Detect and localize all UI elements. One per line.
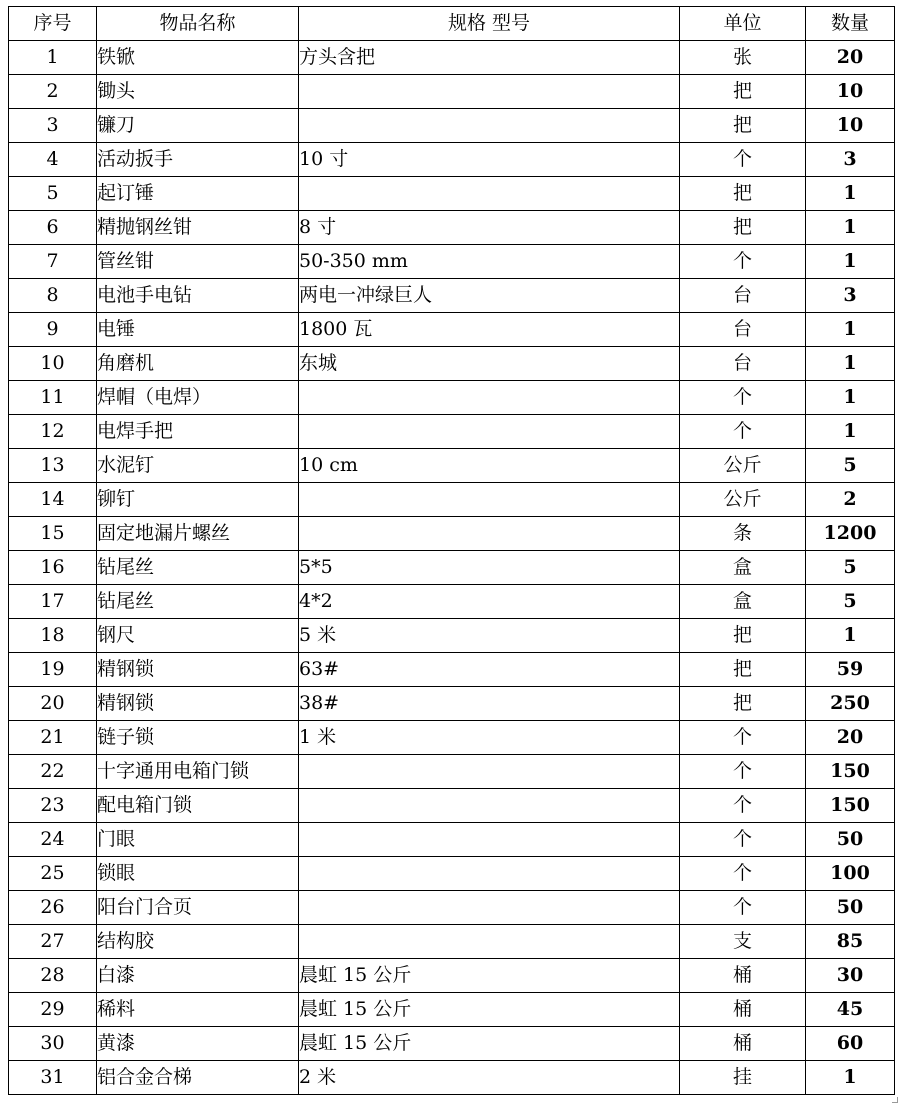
cell-index: 6 [9, 211, 97, 245]
cell-spec [299, 483, 680, 517]
cell-item-name: 电锤 [97, 313, 299, 347]
table-row [9, 483, 895, 517]
cell-index: 26 [9, 891, 97, 925]
cell-unit: 个 [680, 381, 806, 415]
cell-index: 31 [9, 1061, 97, 1095]
cell-index: 4 [9, 143, 97, 177]
cell-spec [299, 109, 680, 143]
cell-unit: 把 [680, 211, 806, 245]
cell-unit: 把 [680, 619, 806, 653]
cell-unit: 个 [680, 721, 806, 755]
cell-item-name: 配电箱门锁 [97, 789, 299, 823]
cell-item-name: 铁锨 [97, 41, 299, 75]
cell-item-name: 阳台门合页 [97, 891, 299, 925]
cell-quantity: 45 [806, 993, 895, 1027]
table-row [9, 619, 895, 653]
cell-unit: 个 [680, 245, 806, 279]
cell-unit: 个 [680, 143, 806, 177]
cell-index: 18 [9, 619, 97, 653]
cell-spec: 1800 瓦 [299, 313, 680, 347]
cell-index: 27 [9, 925, 97, 959]
cell-item-name: 精抛钢丝钳 [97, 211, 299, 245]
header-unit: 单位 [680, 7, 806, 41]
cell-index: 16 [9, 551, 97, 585]
cell-quantity: 150 [806, 789, 895, 823]
cell-spec: 东城 [299, 347, 680, 381]
table-row [9, 687, 895, 721]
cell-spec: 方头含把 [299, 41, 680, 75]
cell-unit: 张 [680, 41, 806, 75]
cell-unit: 把 [680, 75, 806, 109]
cell-quantity: 5 [806, 551, 895, 585]
cell-spec [299, 415, 680, 449]
cell-spec: 8 寸 [299, 211, 680, 245]
table-row [9, 857, 895, 891]
cell-spec [299, 857, 680, 891]
table-row [9, 211, 895, 245]
cell-unit: 公斤 [680, 483, 806, 517]
table-row [9, 415, 895, 449]
cell-spec [299, 381, 680, 415]
cell-item-name: 水泥钉 [97, 449, 299, 483]
cell-quantity: 1200 [806, 517, 895, 551]
cell-spec: 晨虹 15 公斤 [299, 993, 680, 1027]
cell-quantity: 5 [806, 585, 895, 619]
cell-quantity: 3 [806, 279, 895, 313]
cell-unit: 条 [680, 517, 806, 551]
table-row [9, 925, 895, 959]
cell-quantity: 10 [806, 109, 895, 143]
cell-unit: 把 [680, 687, 806, 721]
cell-index: 9 [9, 313, 97, 347]
cell-index: 8 [9, 279, 97, 313]
cell-spec [299, 789, 680, 823]
cell-spec: 5*5 [299, 551, 680, 585]
table-row [9, 313, 895, 347]
cell-item-name: 起订锤 [97, 177, 299, 211]
table-row [9, 585, 895, 619]
cell-index: 10 [9, 347, 97, 381]
cell-quantity: 10 [806, 75, 895, 109]
cell-quantity: 150 [806, 755, 895, 789]
cell-index: 11 [9, 381, 97, 415]
header-index: 序号 [9, 7, 97, 41]
cell-item-name: 白漆 [97, 959, 299, 993]
cell-index: 22 [9, 755, 97, 789]
table-row [9, 959, 895, 993]
cell-index: 25 [9, 857, 97, 891]
cell-quantity: 85 [806, 925, 895, 959]
cell-unit: 个 [680, 789, 806, 823]
cell-spec: 63# [299, 653, 680, 687]
cell-quantity: 50 [806, 891, 895, 925]
table-row [9, 891, 895, 925]
cell-index: 24 [9, 823, 97, 857]
cell-item-name: 铝合金合梯 [97, 1061, 299, 1095]
cell-item-name: 电池手电钻 [97, 279, 299, 313]
cell-item-name: 精钢锁 [97, 687, 299, 721]
cell-quantity: 59 [806, 653, 895, 687]
cell-item-name: 焊帽（电焊） [97, 381, 299, 415]
cell-index: 30 [9, 1027, 97, 1061]
cell-quantity: 2 [806, 483, 895, 517]
header-row [9, 7, 895, 41]
cell-item-name: 钻尾丝 [97, 551, 299, 585]
cell-index: 28 [9, 959, 97, 993]
cell-unit: 台 [680, 313, 806, 347]
cell-item-name: 精钢锁 [97, 653, 299, 687]
table-row [9, 551, 895, 585]
cell-quantity: 100 [806, 857, 895, 891]
cell-index: 3 [9, 109, 97, 143]
cell-unit: 个 [680, 823, 806, 857]
cell-quantity: 20 [806, 41, 895, 75]
cell-index: 15 [9, 517, 97, 551]
cell-unit: 个 [680, 891, 806, 925]
cell-unit: 台 [680, 347, 806, 381]
inventory-table [8, 6, 895, 1095]
cell-quantity: 250 [806, 687, 895, 721]
cell-index: 2 [9, 75, 97, 109]
cell-quantity: 1 [806, 313, 895, 347]
cell-quantity: 60 [806, 1027, 895, 1061]
cell-unit: 桶 [680, 993, 806, 1027]
cell-item-name: 锁眼 [97, 857, 299, 891]
header-spec: 规格 型号 [299, 7, 680, 41]
cell-item-name: 电焊手把 [97, 415, 299, 449]
cell-quantity: 30 [806, 959, 895, 993]
cell-quantity: 20 [806, 721, 895, 755]
cell-quantity: 1 [806, 619, 895, 653]
cell-unit: 把 [680, 177, 806, 211]
cell-index: 14 [9, 483, 97, 517]
cell-quantity: 1 [806, 347, 895, 381]
table-row [9, 721, 895, 755]
header-qty: 数量 [806, 7, 895, 41]
cell-unit: 盒 [680, 551, 806, 585]
cell-spec [299, 891, 680, 925]
cell-item-name: 角磨机 [97, 347, 299, 381]
cell-index: 20 [9, 687, 97, 721]
table-row [9, 109, 895, 143]
cell-item-name: 十字通用电箱门锁 [97, 755, 299, 789]
cell-index: 21 [9, 721, 97, 755]
cell-quantity: 1 [806, 177, 895, 211]
table-row [9, 245, 895, 279]
cell-unit: 公斤 [680, 449, 806, 483]
cell-quantity: 1 [806, 1061, 895, 1095]
cell-unit: 挂 [680, 1061, 806, 1095]
cell-spec: 4*2 [299, 585, 680, 619]
cell-item-name: 门眼 [97, 823, 299, 857]
cell-quantity: 5 [806, 449, 895, 483]
cell-spec: 两电一冲绿巨人 [299, 279, 680, 313]
cell-unit: 把 [680, 109, 806, 143]
table-row [9, 143, 895, 177]
table-row [9, 381, 895, 415]
cell-unit: 个 [680, 857, 806, 891]
table-row [9, 789, 895, 823]
cell-item-name: 稀料 [97, 993, 299, 1027]
cell-unit: 把 [680, 653, 806, 687]
cell-quantity: 1 [806, 415, 895, 449]
cell-spec [299, 177, 680, 211]
cell-item-name: 结构胶 [97, 925, 299, 959]
cell-item-name: 链子锁 [97, 721, 299, 755]
cell-index: 29 [9, 993, 97, 1027]
table-row [9, 41, 895, 75]
cell-index: 19 [9, 653, 97, 687]
cell-item-name: 镰刀 [97, 109, 299, 143]
cell-unit: 支 [680, 925, 806, 959]
cell-quantity: 1 [806, 211, 895, 245]
cell-item-name: 铆钉 [97, 483, 299, 517]
cell-spec: 晨虹 15 公斤 [299, 959, 680, 993]
cell-item-name: 管丝钳 [97, 245, 299, 279]
cell-item-name: 钢尺 [97, 619, 299, 653]
cell-index: 23 [9, 789, 97, 823]
cell-quantity: 50 [806, 823, 895, 857]
cell-spec [299, 823, 680, 857]
table-header [9, 7, 895, 41]
table-row [9, 755, 895, 789]
cell-spec [299, 75, 680, 109]
cell-item-name: 钻尾丝 [97, 585, 299, 619]
cell-spec [299, 755, 680, 789]
cell-spec [299, 925, 680, 959]
cell-index: 1 [9, 41, 97, 75]
cell-spec: 10 寸 [299, 143, 680, 177]
cell-spec: 2 米 [299, 1061, 680, 1095]
cell-index: 7 [9, 245, 97, 279]
cell-unit: 盒 [680, 585, 806, 619]
cell-index: 13 [9, 449, 97, 483]
cell-unit: 个 [680, 415, 806, 449]
cell-quantity: 1 [806, 245, 895, 279]
cell-unit: 台 [680, 279, 806, 313]
table-row [9, 517, 895, 551]
cell-index: 12 [9, 415, 97, 449]
cell-index: 5 [9, 177, 97, 211]
table-row [9, 75, 895, 109]
cell-spec: 5 米 [299, 619, 680, 653]
corner-mark [892, 1097, 898, 1103]
table-row [9, 347, 895, 381]
table-row [9, 653, 895, 687]
cell-spec: 晨虹 15 公斤 [299, 1027, 680, 1061]
header-name: 物品名称 [97, 7, 299, 41]
cell-unit: 个 [680, 755, 806, 789]
cell-quantity: 3 [806, 143, 895, 177]
cell-unit: 桶 [680, 1027, 806, 1061]
table-row [9, 279, 895, 313]
cell-spec [299, 517, 680, 551]
cell-spec: 38# [299, 687, 680, 721]
table-row [9, 993, 895, 1027]
table-body [9, 41, 895, 1095]
table-row [9, 1061, 895, 1095]
cell-spec: 50-350 mm [299, 245, 680, 279]
cell-item-name: 固定地漏片螺丝 [97, 517, 299, 551]
table-row [9, 1027, 895, 1061]
cell-unit: 桶 [680, 959, 806, 993]
cell-spec: 1 米 [299, 721, 680, 755]
cell-index: 17 [9, 585, 97, 619]
table-row [9, 177, 895, 211]
cell-item-name: 锄头 [97, 75, 299, 109]
cell-item-name: 活动扳手 [97, 143, 299, 177]
cell-item-name: 黄漆 [97, 1027, 299, 1061]
cell-quantity: 1 [806, 381, 895, 415]
table-row [9, 823, 895, 857]
table-row [9, 449, 895, 483]
cell-spec: 10 cm [299, 449, 680, 483]
